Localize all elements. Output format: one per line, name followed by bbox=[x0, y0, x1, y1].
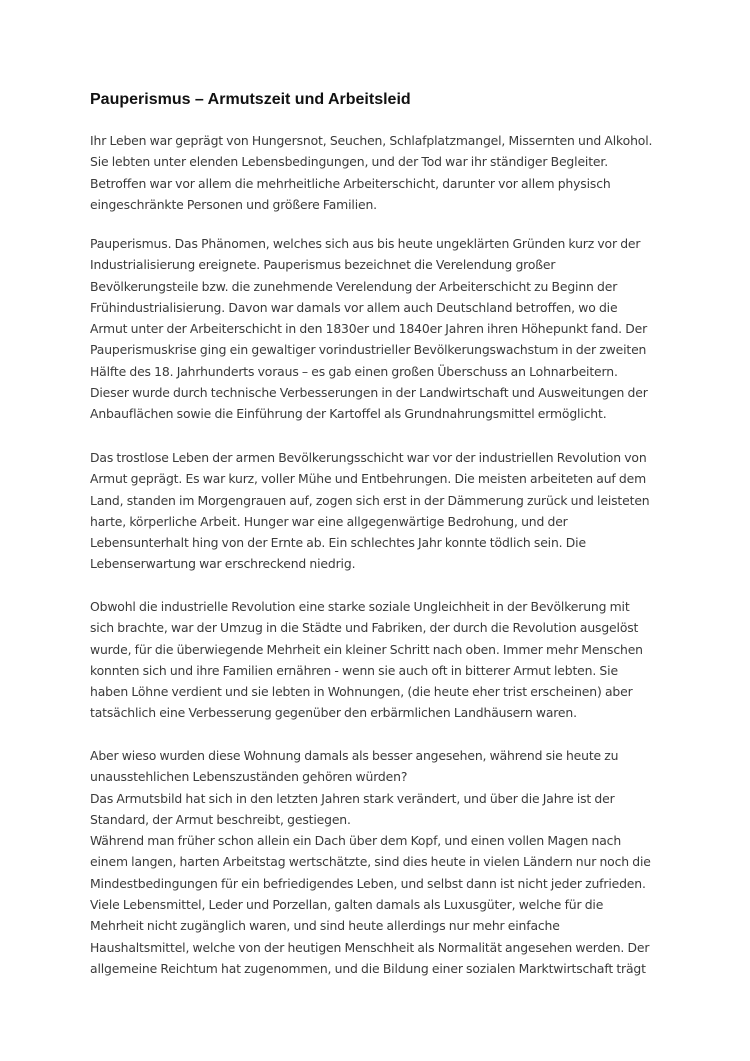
paragraph-line: Viele Lebensmittel, Leder und Porzellan, galten damals als Luxusgüter, welche für die bbox=[90, 897, 604, 913]
paragraph-armutsbild bbox=[90, 745, 662, 979]
paragraph-line: Lebenserwartung war erschreckend niedrig. bbox=[90, 556, 356, 572]
paragraph-line: Das Armutsbild hat sich in den letzten Jahren stark verändert, und über die Jahre ist der bbox=[90, 790, 615, 806]
paragraph-line: Haushaltsmittel, welche von der heutigen Menschheit als Normalität angesehen werden. Der bbox=[90, 939, 650, 955]
paragraph-line: Bevölkerungsteile bzw. die zunehmende Verelendung der Arbeiterschicht zu Beginn der bbox=[90, 278, 618, 294]
paragraph-line: Industrialisierung ereignete. Pauperismus bezeichnet die Verelendung großer bbox=[90, 257, 556, 273]
paragraph-line: Mehrheit nicht zugänglich waren, und sind heute allerdings nur mehr einfache bbox=[90, 918, 560, 934]
paragraph-line: allgemeine Reichtum hat zugenommen, und die Bildung einer sozialen Marktwirtschaft trägt bbox=[90, 960, 646, 976]
paragraph-line: Armut geprägt. Es war kurz, voller Mühe und Entbehrungen. Die meisten arbeiteten auf dem bbox=[90, 471, 647, 487]
paragraph-line: einem langen, harten Arbeitstag wertschätzte, sind dies heute in vielen Ländern nur noch die bbox=[90, 854, 651, 870]
document-title: Pauperismus – Armutszeit und Arbeitsleid bbox=[90, 91, 411, 108]
paragraph-revolution bbox=[90, 596, 662, 724]
paragraph-line: konnten sich und ihre Familien ernähren - wenn sie auch oft in bitterer Armut lebten. Sie bbox=[90, 662, 618, 678]
paragraph-line: Pauperismuskrise ging ein gewaltiger vorindustrieller Bevölkerungswachstum in der zweiten bbox=[90, 342, 647, 358]
paragraph-pauperismus bbox=[90, 233, 662, 425]
paragraph-line: Hälfte des 18. Jahrhunderts voraus – es gab einen großen Überschuss an Lohnarbeitern. bbox=[90, 363, 618, 379]
paragraph-intro bbox=[90, 130, 662, 215]
paragraph-line: Sie lebten unter elenden Lebensbedingungen, und der Tod war ihr ständiger Begleiter. bbox=[90, 154, 608, 170]
paragraph-line: Armut unter der Arbeiterschicht in den 1830er und 1840er Jahren ihren Höhepunkt fand. Der bbox=[90, 321, 648, 337]
paragraph-line: Dieser wurde durch technische Verbesserungen in der Landwirtschaft und Ausweitungen der bbox=[90, 385, 648, 401]
paragraph-line: tatsächlich eine Verbesserung gegenüber den erbärmlichen Landhäusern waren. bbox=[90, 705, 577, 721]
paragraph-line: Das trostlose Leben der armen Bevölkerungsschicht war vor der industriellen Revolution von bbox=[90, 450, 647, 465]
paragraph-line: Pauperismus. Das Phänomen, welches sich aus bis heute ungeklärten Gründen kurz vor der bbox=[90, 236, 641, 251]
paragraph-leben bbox=[90, 447, 662, 575]
paragraph-line: Land, standen im Morgengrauen auf, zogen sich erst in der Dämmerung zurück und leisteten bbox=[90, 492, 650, 508]
paragraph-line: Aber wieso wurden diese Wohnung damals als besser angesehen, während sie heute zu bbox=[90, 748, 619, 763]
paragraph-line: Betroffen war vor allem die mehrheitliche Arbeiterschicht, darunter vor allem physisch bbox=[90, 175, 611, 191]
paragraph-line: Standard, der Armut beschreibt, gestiegen. bbox=[90, 811, 351, 827]
paragraph-line: Ihr Leben war geprägt von Hungersnot, Seuchen, Schlafplatzmangel, Missernten und Alkohol. bbox=[90, 133, 653, 148]
paragraph-line: Anbauflächen sowie die Einführung der Kartoffel als Grundnahrungsmittel ermöglicht. bbox=[90, 406, 607, 422]
paragraph-line: Während man früher schon allein ein Dach über dem Kopf, und einen vollen Magen nach bbox=[90, 833, 622, 849]
paragraph-line: wurde, für die überwiegende Mehrheit ein kleiner Schritt nach oben. Immer mehr Menschen bbox=[90, 641, 643, 657]
paragraph-line: sich brachte, war der Umzug in die Städte und Fabriken, der durch die Revolution ausgelöst bbox=[90, 620, 639, 636]
paragraph-line: harte, körperliche Arbeit. Hunger war eine allgegenwärtige Bedrohung, und der bbox=[90, 513, 568, 529]
paragraph-line: haben Löhne verdient und sie lebten in Wohnungen, (die heute eher trist erscheinen) aber bbox=[90, 684, 633, 700]
paragraph-line: Frühindustrialisierung. Davon war damals vor allem auch Deutschland betroffen, wo die bbox=[90, 299, 618, 315]
paragraph-line: Mindestbedingungen für ein befriedigendes Leben, und selbst dann ist nicht jeder zufrieden. bbox=[90, 875, 646, 891]
paragraph-line: eingeschränkte Personen und größere Familien. bbox=[90, 196, 377, 212]
paragraph-line: Lebensunterhalt hing von der Ernte ab. Ein schlechtes Jahr konnte tödlich sein. Die bbox=[90, 535, 586, 551]
paragraph-line: unausstehlichen Lebenszuständen gehören würden? bbox=[90, 769, 408, 785]
paragraph-line: Obwohl die industrielle Revolution eine starke soziale Ungleichheit in der Bevölkerung mit bbox=[90, 599, 630, 614]
